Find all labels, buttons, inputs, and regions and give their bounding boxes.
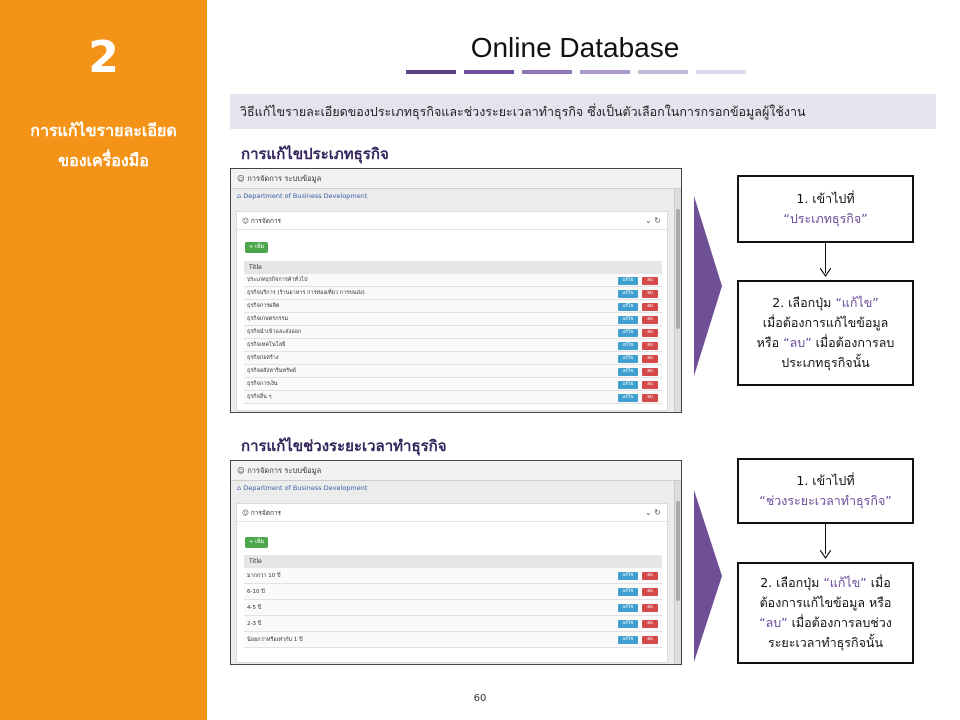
scrollbar[interactable] (674, 481, 681, 665)
title-underline-stripes (406, 70, 746, 74)
edit-button[interactable]: แก้ไข (618, 290, 638, 298)
users-icon: ☺ (237, 174, 245, 183)
scrollbar[interactable] (674, 189, 681, 413)
stripe-2 (464, 70, 514, 74)
scroll-thumb[interactable] (676, 501, 680, 601)
stripe-1 (406, 70, 456, 74)
step2-line2: เมื่อต้องการแก้ไขข้อมูล (762, 315, 889, 330)
table-row (244, 600, 662, 616)
chapter-title (0, 116, 207, 176)
table-row (244, 339, 662, 352)
row-title: น้อยกว่าหรือเท่ากับ 1 ปี (247, 637, 303, 643)
delete-button[interactable]: ลบ (642, 355, 658, 363)
edit-button[interactable]: แก้ไข (618, 604, 638, 612)
table-row (244, 352, 662, 365)
step2-line1: 2. เลือกปุ่ม “แก้ไข” (772, 295, 879, 310)
panel-header: ☺ การจัดการ ⌄ ↻ (237, 212, 667, 230)
row-title: ธุรกิจอื่น ๆ (247, 394, 272, 400)
delete-button[interactable]: ลบ (642, 604, 658, 612)
row-title: ธุรกิจเทคโนโลยี (247, 342, 286, 348)
chapter-number: 2 (88, 32, 119, 83)
panel-header: ☺ การจัดการ ⌄ ↻ (237, 504, 667, 522)
row-title: ธุรกิจการผลิต (247, 303, 280, 309)
panel-controls-icon[interactable]: ⌄ ↻ (645, 216, 661, 225)
edit-button[interactable]: แก้ไข (618, 620, 638, 628)
screenshot-topbar: ☺ การจัดการ ระบบข้อมูล (231, 461, 681, 481)
table-row (244, 391, 662, 404)
section-title-business-type: การแก้ไขประเภทธุรกิจ (241, 145, 389, 163)
scroll-thumb[interactable] (676, 209, 680, 329)
screenshot-panel (236, 503, 668, 663)
row-title: 2-3 ปี (247, 621, 262, 627)
delete-button[interactable]: ลบ (642, 342, 658, 350)
delete-button[interactable]: ลบ (642, 394, 658, 402)
table-body (244, 274, 662, 404)
edit-button[interactable]: แก้ไข (618, 342, 638, 350)
delete-button[interactable]: ลบ (642, 316, 658, 324)
delete-button[interactable]: ลบ (642, 303, 658, 311)
step2-line4: ประเภทธุรกิจนั้น (781, 355, 870, 370)
step2-line3: หรือ “ลบ” เมื่อต้องการลบ (756, 335, 895, 350)
row-title: 6-10 ปี (247, 589, 265, 595)
edit-button[interactable]: แก้ไข (618, 572, 638, 580)
step1-target: “ประเภทธุรกิจ” (783, 211, 868, 226)
edit-button[interactable]: แก้ไข (618, 355, 638, 363)
delete-button[interactable]: ลบ (642, 620, 658, 628)
add-button[interactable]: + เพิ่ม (245, 537, 268, 548)
chapter-title-line2: ของเครื่องมือ (58, 151, 149, 170)
add-button[interactable]: + เพิ่ม (245, 242, 268, 253)
instruction-banner: วิธีแก้ไขรายละเอียดของประเภทธุรกิจและช่วงระยะเวลาทำธุรกิจ ซึ่งเป็นตัวเลือกในการกรอกข้อมูลผู้ใช้งาน (230, 94, 936, 129)
screenshot-topbar: ☺ การจัดการ ระบบข้อมูล (231, 169, 681, 189)
delete-button[interactable]: ลบ (642, 368, 658, 376)
screenshot-breadcrumb: ⌂ Department of Business Development (237, 192, 368, 200)
row-title: มากกว่า 10 ปี (247, 573, 281, 579)
step1-target: “ช่วงระยะเวลาทำธุรกิจ” (759, 493, 892, 508)
step1-box-business-duration (737, 458, 914, 524)
page-title: Online Database (470, 32, 680, 63)
stripe-5 (638, 70, 688, 74)
row-title: ธุรกิจบริการ (ร้านอาหาร การท่องเที่ยว การขนส่ง) (247, 290, 365, 296)
table-row (244, 568, 662, 584)
delete-button[interactable]: ลบ (642, 381, 658, 389)
section-title-business-duration: การแก้ไขช่วงระยะเวลาทำธุรกิจ (241, 437, 447, 455)
table-row (244, 274, 662, 287)
delete-button[interactable]: ลบ (642, 636, 658, 644)
chapter-title-line1: การแก้ไขรายละเอียด (30, 121, 177, 140)
stripe-3 (522, 70, 572, 74)
table-row (244, 365, 662, 378)
table-row (244, 326, 662, 339)
edit-button[interactable]: แก้ไข (618, 329, 638, 337)
step2-line3: “ลบ” เมื่อต้องการลบช่วง (759, 615, 892, 630)
screenshot-panel (236, 211, 668, 411)
table-row (244, 584, 662, 600)
chevron-arrow-1 (694, 196, 722, 376)
stripe-6 (696, 70, 746, 74)
edit-button[interactable]: แก้ไข (618, 636, 638, 644)
row-title: ธุรกิจนำเข้าและส่งออก (247, 329, 302, 335)
screenshot-breadcrumb: ⌂ Department of Business Development (237, 484, 368, 492)
step1-line1: 1. เข้าไปที่ (796, 191, 855, 206)
table-row (244, 632, 662, 648)
panel-controls-icon[interactable]: ⌄ ↻ (645, 508, 661, 517)
step1-line1: 1. เข้าไปที่ (796, 473, 855, 488)
delete-button[interactable]: ลบ (642, 290, 658, 298)
edit-button[interactable]: แก้ไข (618, 316, 638, 324)
edit-button[interactable]: แก้ไข (618, 381, 638, 389)
users-icon: ☺ (237, 466, 245, 475)
row-title: ธุรกิจอสังหาริมทรัพย์ (247, 368, 296, 374)
delete-button[interactable]: ลบ (642, 588, 658, 596)
table-row (244, 616, 662, 632)
arrowhead-down-icon (820, 550, 831, 560)
row-title: 4-5 ปี (247, 605, 262, 611)
row-title: ธุรกิจเกษตรกรรม (247, 316, 289, 322)
screenshot-business-duration (230, 460, 682, 665)
delete-button[interactable]: ลบ (642, 572, 658, 580)
table-row (244, 378, 662, 391)
edit-button[interactable]: แก้ไข (618, 277, 638, 285)
table-row (244, 313, 662, 326)
row-title: ธุรกิจก่อสร้าง (247, 355, 279, 361)
chevron-arrow-2 (694, 490, 722, 662)
edit-button[interactable]: แก้ไข (618, 303, 638, 311)
screenshot-business-type (230, 168, 682, 413)
row-title: ประเภทธุรกิจการค้าทั่วไป (247, 277, 308, 283)
table-row (244, 300, 662, 313)
page-number: 60 (473, 693, 487, 704)
step1-box-business-type (737, 175, 914, 243)
edit-button[interactable]: แก้ไข (618, 588, 638, 596)
edit-button[interactable]: แก้ไข (618, 394, 638, 402)
step2-line2: ต้องการแก้ไขข้อมูล หรือ (759, 595, 892, 610)
table-row (244, 287, 662, 300)
row-title: ธุรกิจการเงิน (247, 381, 278, 387)
table-header: Title (244, 555, 662, 568)
step2-line4: ระยะเวลาทำธุรกิจนั้น (767, 635, 884, 650)
step2-box-business-type (737, 280, 914, 386)
table-header: Title (244, 261, 662, 274)
delete-button[interactable]: ลบ (642, 329, 658, 337)
table-body (244, 568, 662, 648)
delete-button[interactable]: ลบ (642, 277, 658, 285)
stripe-4 (580, 70, 630, 74)
step2-line1: 2. เลือกปุ่ม “แก้ไข” เมื่อ (760, 575, 891, 590)
chapter-sidebar (0, 0, 207, 720)
edit-button[interactable]: แก้ไข (618, 368, 638, 376)
arrowhead-down-icon (820, 268, 831, 278)
step2-box-business-duration (737, 562, 914, 664)
